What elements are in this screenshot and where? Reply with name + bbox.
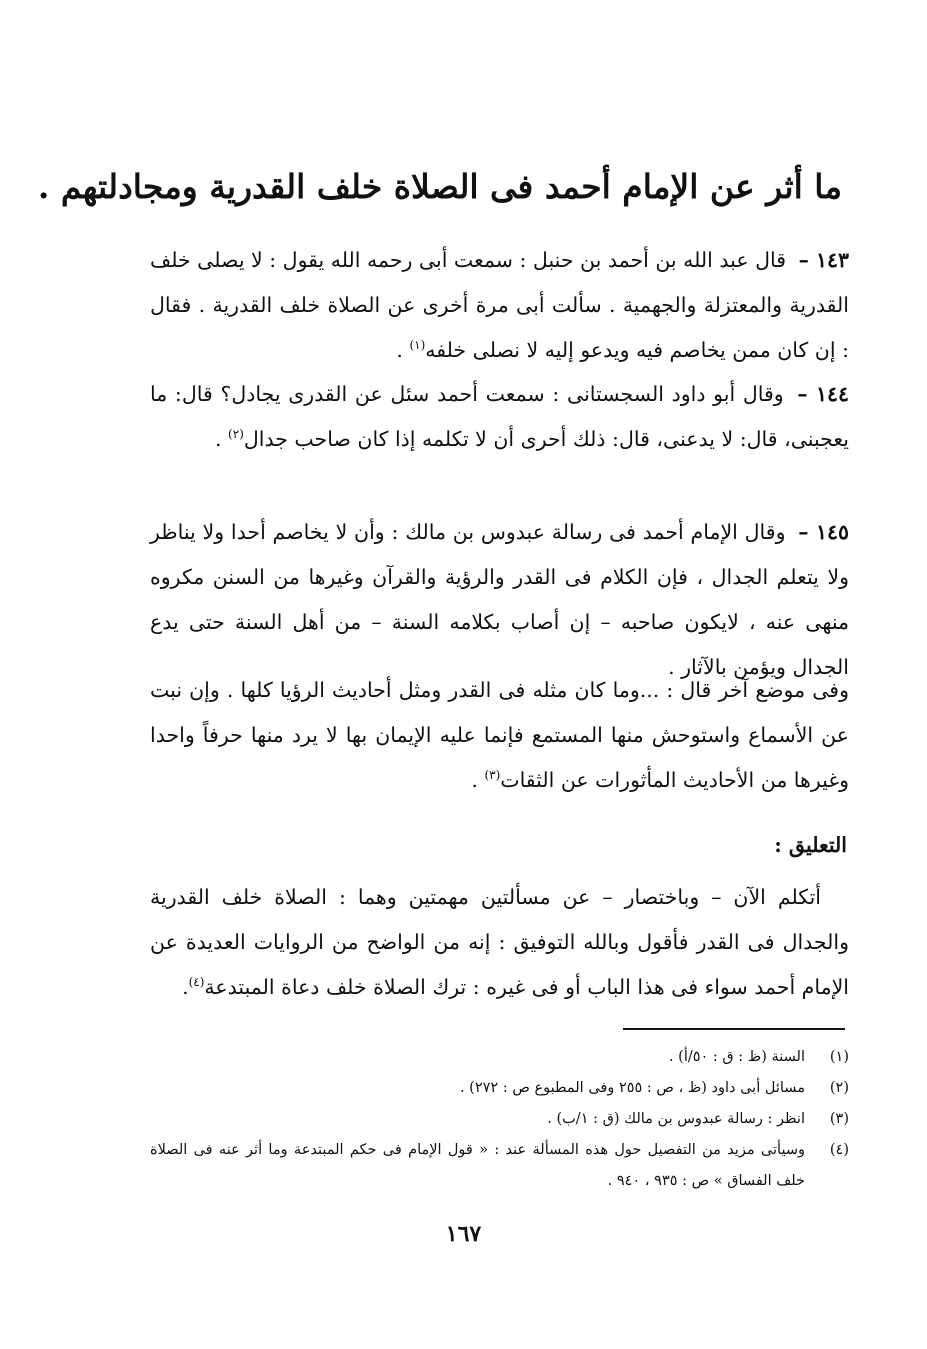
narration-tail: . — [471, 768, 485, 792]
footnote — [150, 1042, 849, 1073]
narration-number: ١٤٤ – — [797, 382, 849, 406]
page-number: ١٦٧ — [445, 1221, 482, 1247]
footnote-ref-3[interactable]: (٣) — [484, 768, 501, 783]
narration-text: وقال أبو داود السجستانى : سمعت أحمد سئل عن القدرى يجادل؟ قال: ما يعجبنى، قال: لا يدعنى، قال: ذلك أحرى أن لا تكلمه إذا كان صاحب جدال — [150, 382, 849, 451]
footnote-ref-2[interactable]: (٢) — [228, 427, 244, 442]
footnotes — [150, 1042, 849, 1197]
narration-145 — [150, 510, 849, 690]
narration-144 — [150, 372, 849, 462]
footnote-text: وسيأتى مزيد من التفصيل حول هذه المسألة عند : « قول الإمام فى حكم المبتدعة وما أثر عنه فى الصلاة خلف الفساق » ص : ٩٣٥ ، ٩٤٠ . — [150, 1142, 805, 1189]
footnote-text: انظر : رسالة عبدوس بن مالك (ق : ١/ب) . — [547, 1111, 805, 1127]
footnote — [150, 1135, 849, 1197]
footnote — [150, 1104, 849, 1135]
footnote-number: (٤) — [829, 1142, 849, 1158]
footnote-ref-1[interactable]: (١) — [409, 338, 426, 353]
narration-number: ١٤٣ – — [798, 248, 849, 272]
footnote — [150, 1073, 849, 1104]
narration-text: وفى موضع آخر قال : ...وما كان مثله فى القدر ومثل أحاديث الرؤيا كلها . وإن نبت عن الأسماع واستوحش منها المستمع فإنما عليه الإيمان بها لا يرد منها حرفاً واحدا وغيرها من الأحاديث المأثورات عن الثقات — [150, 678, 849, 792]
narration-text: وقال الإمام أحمد فى رسالة عبدوس بن مالك : وأن لا يخاصم أحدا ولا يناظر ولا يتعلم الجدال ، فإن الكلام فى القدر والرؤية والقرآن وغيرها من السنن مكروه منهى عنه ، لايكون صاحبه – إن أصاب بكلامه السنة – من أهل السنة حتى يدع الجدال ويؤمن بالآثار . — [150, 520, 849, 679]
footnote-text: مسائل أبى داود (ظ ، ص : ٢٥٥ وفى المطبوع ص : ٢٧٢) . — [459, 1080, 805, 1096]
commentary-paragraph — [150, 875, 849, 1010]
narration-tail: . — [215, 427, 229, 451]
narration-143 — [150, 238, 849, 373]
footnote-ref-4[interactable]: (٤) — [188, 975, 205, 990]
footnote-divider — [623, 1028, 845, 1030]
narration-number: ١٤٥ – — [798, 520, 849, 544]
footnote-number: (٢) — [829, 1080, 849, 1096]
narration-tail: . — [396, 338, 410, 362]
footnote-number: (٣) — [829, 1111, 849, 1127]
commentary-heading: التعليق : — [774, 833, 847, 857]
commentary-text: أتكلم الآن – وباختصار – عن مسألتين مهمتين وهما : الصلاة خلف القدرية والجدال فى القدر فأقول وبالله التوفيق : إنه من الواضح من الروايات العديدة عن الإمام أحمد سواء فى هذا الباب أو فى غيره : ترك الصلاة خلف دعاة المبتدعة — [150, 885, 849, 999]
footnote-number: (١) — [829, 1049, 849, 1065]
footnote-text: السنة (ظ : ق : ٥٠/أ) . — [668, 1049, 805, 1065]
section-title: ما أثر عن الإمام أحمد فى الصلاة خلف القدرية ومجادلتهم . — [37, 167, 842, 206]
narration-continued — [150, 668, 849, 803]
narration-text: قال عبد الله بن أحمد بن حنبل : سمعت أبى رحمه الله يقول : لا يصلى خلف القدرية والمعتزلة والجهمية . سألت أبى مرة أخرى عن الصلاة خلف القدرية . فقال : إن كان ممن يخاصم فيه ويدعو إليه لا نصلى خلفه — [149, 248, 849, 362]
commentary-tail: . — [182, 975, 189, 999]
